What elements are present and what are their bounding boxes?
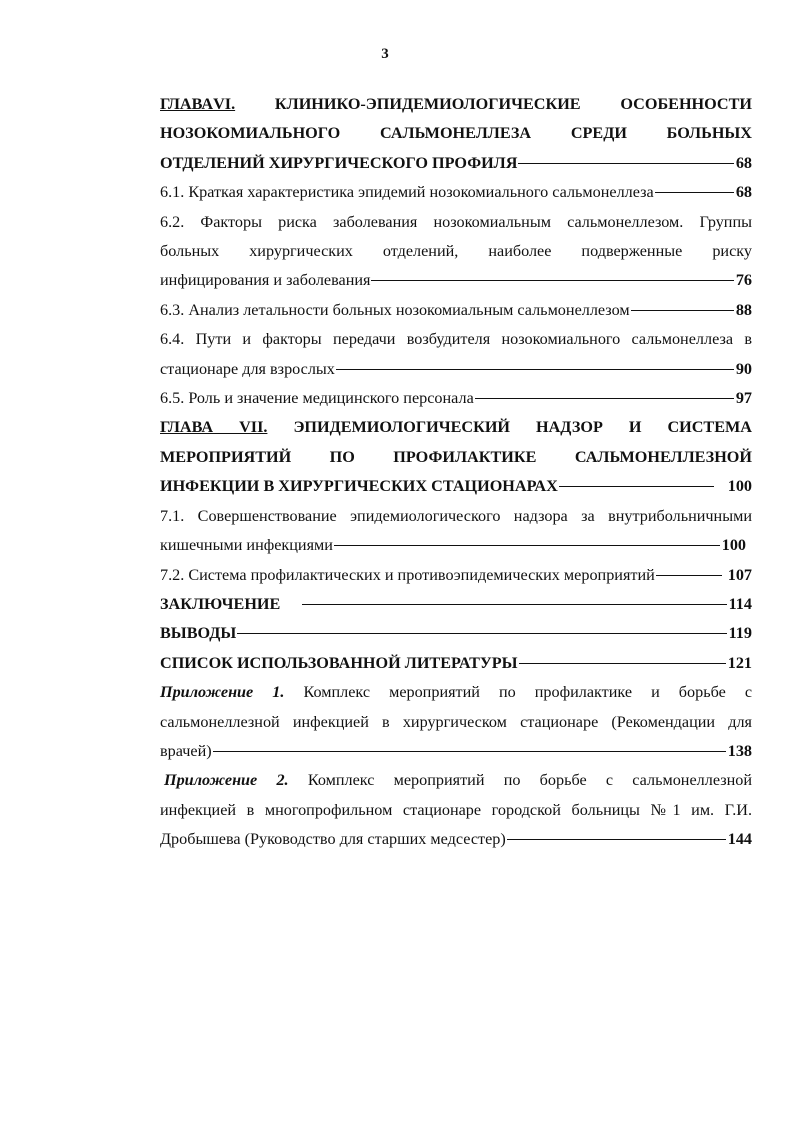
toc-entry-6-3-text: 6.3. Анализ летальности больных нозокомиальным сальмонеллезом: [160, 300, 630, 319]
references-text: СПИСОК ИСПОЛЬЗОВАННОЙ ЛИТЕРАТУРЫ: [160, 653, 518, 672]
toc-entry-7-2: [160, 561, 752, 590]
toc-entry-references: [160, 649, 752, 678]
toc-entry-6-1-page: 68: [735, 183, 752, 202]
toc-entry-7-1-page: 100: [721, 536, 746, 555]
appendix1-line3-row: [160, 737, 752, 766]
chapter7-page: 100: [727, 477, 752, 496]
leader-line: [302, 604, 726, 605]
appendix1-text-line1: Комплекс мероприятий по профилактике и борьбе с: [303, 683, 753, 702]
toc-entry-6-2-page: 76: [735, 271, 752, 290]
appendix2-label: Приложение 2.: [164, 771, 289, 790]
toc-entry-6-4-line2: стационаре для взрослых: [160, 359, 335, 378]
chapter6-label: ГЛАВАVI.: [160, 95, 236, 113]
toc-entry-6-1: [160, 178, 752, 207]
chapter6-title-line1: КЛИНИКО-ЭПИДЕМИОЛОГИЧЕСКИЕ ОСОБЕННОСТИ: [274, 95, 753, 113]
toc-entry-6-5-page: 97: [735, 389, 752, 408]
chapter6-title-line3-row: [160, 149, 752, 178]
appendix1-label: Приложение 1.: [160, 683, 285, 702]
leader-line: [371, 280, 733, 281]
leader-line: [336, 369, 734, 370]
toc-entry-6-5: [160, 384, 752, 413]
leader-line: [475, 398, 734, 399]
leader-line: [656, 575, 722, 576]
appendix2-page: 144: [727, 830, 752, 849]
findings-text: ВЫВОДЫ: [160, 624, 237, 643]
conclusion-page: 114: [728, 594, 752, 613]
page-number: 3: [381, 46, 389, 62]
leader-line: [507, 839, 726, 840]
chapter6-page: 68: [735, 153, 752, 172]
appendix2-line3: Дробышева (Руководство для старших медсестер): [160, 830, 506, 849]
chapter7-heading-line1: [160, 413, 752, 442]
toc-entry-6-2-line3-row: [160, 266, 752, 295]
toc-entry-6-5-text: 6.5. Роль и значение медицинского персонала: [160, 389, 474, 408]
leader-line: [518, 163, 733, 164]
appendix2-text-line1: Комплекс мероприятий по борьбе с сальмонеллезной: [307, 771, 753, 790]
conclusion-text: ЗАКЛЮЧЕНИЕ: [160, 594, 281, 613]
leader-line: [237, 633, 726, 634]
leader-line: [213, 751, 726, 752]
toc-entry-7-2-page: 107: [727, 565, 752, 584]
toc-entry-conclusion: [160, 590, 752, 619]
chapter7-title-line3-row: [160, 472, 752, 501]
appendix1-line3: врачей): [160, 741, 212, 760]
appendix1-line2: сальмонеллезной инфекцией в хирургическом стационаре (Рекомендации для: [160, 712, 752, 731]
appendix2-line3-row: [160, 825, 752, 854]
chapter7-title-line1: ЭПИДЕМИОЛОГИЧЕСКИЙ НАДЗОР И СИСТЕМА: [293, 418, 752, 437]
appendix2-line1: [160, 766, 752, 795]
references-page: 121: [727, 653, 752, 672]
appendix2-line2: инфекцией в многопрофильном стационаре городской больницы №1 им. Г.И.: [160, 800, 752, 819]
chapter6-heading-line1: [160, 90, 752, 119]
chapter6-title-line3: ОТДЕЛЕНИЙ ХИРУРГИЧЕСКОГО ПРОФИЛЯ: [160, 153, 518, 172]
toc-entry-7-2-text: 7.2. Система профилактических и противоэпидемических мероприятий: [160, 565, 655, 584]
toc-entry-7-1-line2-row: [160, 531, 746, 560]
chapter7-label: ГЛАВА VII.: [160, 418, 268, 437]
toc-entry-7-1-line2: кишечными инфекциями: [160, 536, 333, 555]
toc-entry-6-2-line3: инфицирования и заболевания: [160, 271, 371, 290]
toc-entry-6-4-line1: 6.4. Пути и факторы передачи возбудителя нозокомиального сальмонеллеза в: [160, 330, 752, 349]
leader-line: [519, 663, 726, 664]
toc-entry-6-4-line2-row: [160, 355, 752, 384]
leader-line: [334, 545, 720, 546]
chapter6-title-line2: НОЗОКОМИАЛЬНОГО САЛЬМОНЕЛЛЕЗА СРЕДИ БОЛЬНЫХ: [160, 124, 752, 143]
appendix1-page: 138: [727, 741, 752, 760]
toc-entry-findings: [160, 619, 752, 648]
leader-line: [655, 192, 734, 193]
findings-page: 119: [728, 624, 752, 643]
toc-entry-6-2-line2: больных хирургических отделений, наиболее подверженные риску: [160, 242, 752, 261]
chapter7-title-line2: МЕРОПРИЯТИЙ ПО ПРОФИЛАКТИКЕ САЛЬМОНЕЛЛЕЗНОЙ: [160, 447, 752, 466]
toc-entry-6-4-page: 90: [735, 359, 752, 378]
toc-entry-6-3: [160, 296, 752, 325]
chapter7-title-line3: ИНФЕКЦИИ В ХИРУРГИЧЕСКИХ СТАЦИОНАРАХ: [160, 477, 558, 496]
appendix1-line1: [160, 678, 752, 707]
leader-line: [631, 310, 734, 311]
toc-entry-6-1-text: 6.1. Краткая характеристика эпидемий нозокомиального сальмонеллеза: [160, 183, 654, 202]
toc-entry-7-1-line1: 7.1. Совершенствование эпидемиологического надзора за внутрибольничными: [160, 506, 752, 525]
table-of-contents: [160, 90, 752, 855]
toc-entry-6-2-line1: 6.2. Факторы риска заболевания нозокомиальным сальмонеллезом. Группы: [160, 212, 752, 231]
leader-line: [559, 486, 714, 487]
toc-entry-6-3-page: 88: [735, 300, 752, 319]
